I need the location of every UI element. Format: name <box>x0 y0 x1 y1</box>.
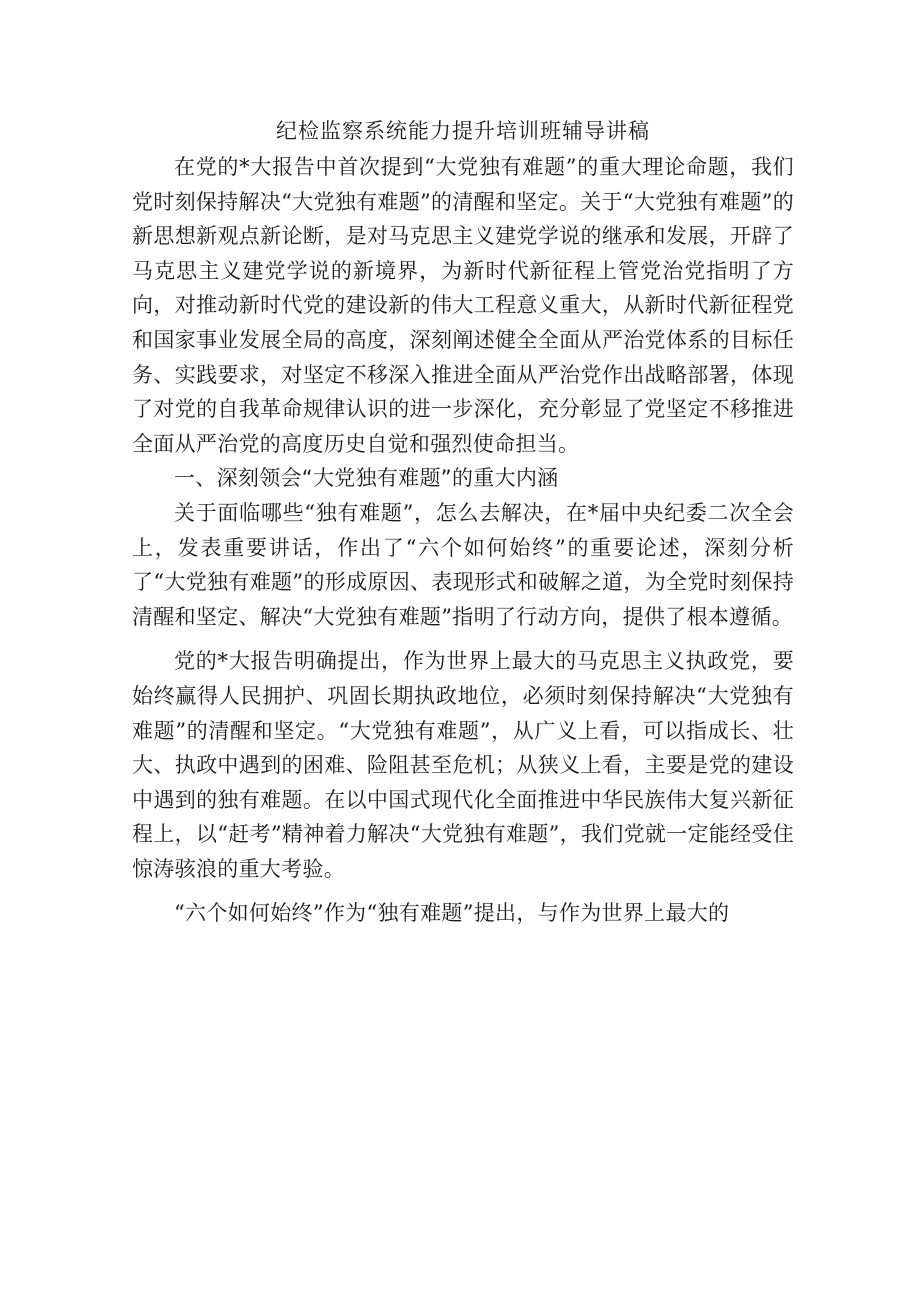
paragraph-section1-1: 关于面临哪些“独有难题”，怎么去解决，在*届中央纪委二次全会上，发表重要讲话，作出了“六个如何始终”的重要论述，深刻分析了“大党独有难题”的形成原因、表现形式和破解之道，为全党时刻保持清醒和坚定、解决“大党独有难题”指明了行动方向，提供了根本遵循。 <box>132 500 794 629</box>
paragraph-section1-3: “六个如何始终”作为“独有难题”提出，与作为世界上最大的 <box>174 901 730 926</box>
paragraph-section1-2: 党的*大报告明确提出，作为世界上最大的马克思主义执政党，要始终赢得人民拥护、巩固长期执政地位，必须时刻保持解决“大党独有难题”的清醒和坚定。“大党独有难题”，从广义上看，可以指成长、壮大、执政中遇到的困难、险阻甚至危机；从狭义上看，主要是党的建设中遇到的独有难题。在以中国式现代化全面推进中华民族伟大复兴新征程上，以“赶考”精神着力解决“大党独有难题”，我们党就一定能经受住惊涛骇浪的重大考验。 <box>132 649 794 881</box>
paragraph-intro: 在党的*大报告中首次提到“大党独有难题”的重大理论命题，我们党时刻保持解决“大党独有难题”的清醒和坚定。关于“大党独有难题”的新思想新观点新论断，是对马克思主义建党学说的继承和发展，开辟了马克思主义建党学说的新境界，为新时代新征程上管党治党指明了方向，对推动新时代党的建设新的伟大工程意义重大，从新时代新征程党和国家事业发展全局的高度，深刻阐述健全全面从严治党体系的目标任务、实践要求，对坚定不移深入推进全面从严治党作出战略部署，体现了对党的自我革命规律认识的进一步深化，充分彰显了党坚定不移推进全面从严治党的高度历史自觉和强烈使命担当。 <box>132 155 794 456</box>
section-heading-1: 一、深刻领会“大党独有难题”的重大内涵 <box>174 466 559 491</box>
document-title: 纪检监察系统能力提升培训班辅导讲稿 <box>276 119 650 143</box>
document-body <box>132 112 794 931</box>
